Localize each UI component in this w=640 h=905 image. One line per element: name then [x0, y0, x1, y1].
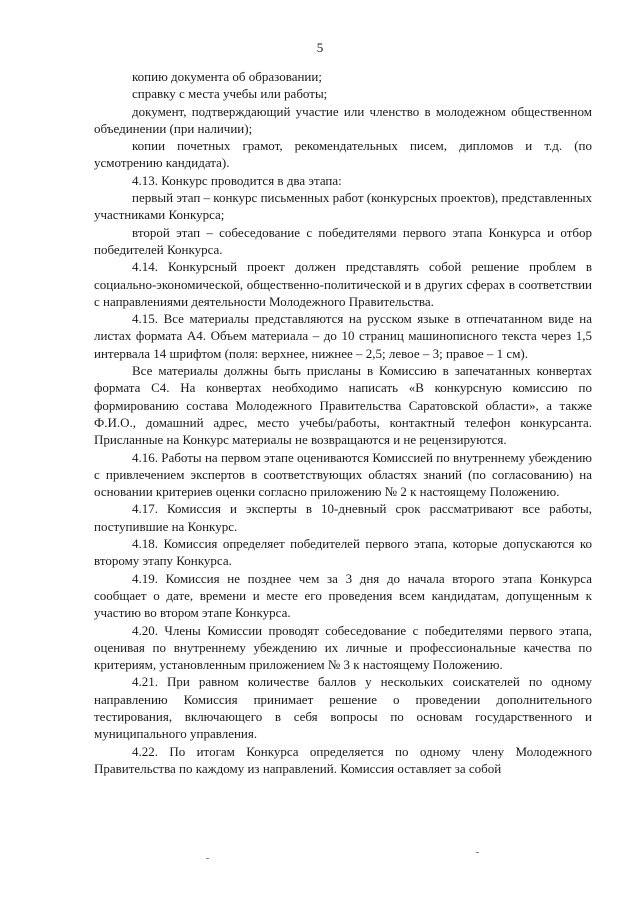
paragraph: 4.20. Члены Комиссии проводят собеседование с победителями первого этапа, оценивая по внутреннему убеждению их личные и профессиональные качества по критериям, установленным приложением № 3 к настоящему Положению.: [94, 622, 592, 673]
paragraph: копии почетных грамот, рекомендательных писем, дипломов и т.д. (по усмотрению кандидата).: [94, 138, 592, 171]
page-number: 5: [316, 40, 324, 55]
paragraph: 4.15. Все материалы представляются на русском языке в отпечатанном виде на листах формата А4. Объем материала – до 10 страниц машинописного текста через 1,5 интервала 14 шрифтом (поля: верхнее, нижнее – 2,5; левое – 3; правое – 1 см).: [94, 311, 592, 361]
paragraph: 4.16. Работы на первом этапе оцениваются Комиссией по внутреннему убеждению с привлечением экспертов в соответствующих областях знаний (по согласованию) на основании критериев оценки согласно приложению № 2 к настоящему Положению.: [94, 449, 592, 500]
paragraph: 4.18. Комиссия определяет победителей первого этапа, которые допускаются ко второму этапу Конкурса.: [94, 536, 592, 569]
paragraph: 4.19. Комиссия не позднее чем за 3 дня до начала второго этапа Конкурса сообщает о дате, времени и месте его проведения всем кандидатам, допущенным к участию во втором этапе Конкурса.: [94, 570, 592, 621]
paragraph: Все материалы должны быть присланы в Комиссию в запечатанных конвертах формата С4. На конвертах необходимо написать «В конкурсную комиссию по формированию состава Молодежного Правительства Саратовской области», а также Ф.И.О., домашний адрес, место учебы/работы, контактный телефон конкурсанта. Присланные на Конкурс материалы не возвращаются и не рецензируются.: [94, 363, 592, 448]
scan-speck: [476, 852, 479, 853]
paragraph: 4.14. Конкурсный проект должен представлять собой решение проблем в социально-экономической, общественно-политической и в других сферах в соответствии с направлениями деятельности Молодежного Правительства.: [94, 259, 592, 309]
paragraph: 4.21. При равном количестве баллов у нескольких соискателей по одному направлению Комиссия принимает решение о проведении дополнительного тестирования, включающего в себя вопросы по основам государственного и муниципального управления.: [94, 674, 592, 742]
document-body: [94, 68, 592, 777]
paragraph: 4.22. По итогам Конкурса определяется по одному члену Молодежного Правительства по каждому из направлений. Комиссия оставляет за собой: [94, 743, 592, 776]
scan-speck: [206, 858, 209, 859]
paragraph: первый этап – конкурс письменных работ (конкурсных проектов), представленных участниками Конкурса;: [94, 190, 592, 223]
paragraph: документ, подтверждающий участие или членство в молодежном общественном объединении (при наличии);: [94, 103, 592, 136]
paragraph: 4.17. Комиссия и эксперты в 10-дневный срок рассматривают все работы, поступившие на Конкурс.: [94, 501, 592, 534]
paragraph: второй этап – собеседование с победителями первого этапа Конкурса и отбор победителей Конкурса.: [94, 224, 592, 257]
paragraph: справку с места учебы или работы;: [132, 86, 328, 102]
paragraph: 4.13. Конкурс проводится в два этапа:: [132, 172, 342, 188]
paragraph: копию документа об образовании;: [132, 69, 322, 84]
